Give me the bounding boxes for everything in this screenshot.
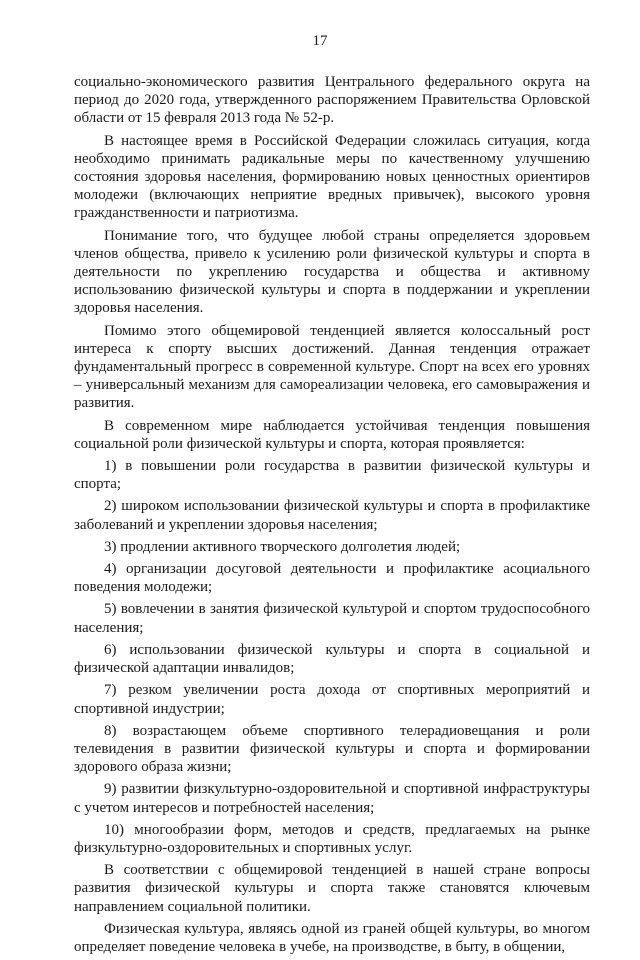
body-text (74, 73, 590, 960)
paragraph: В современном мире наблюдается устойчивая тенденция повышения социальной роли физической культуры и спорта, которая проявляется: (74, 417, 590, 452)
list-item: 5) вовлечении в занятия физической культурой и спортом трудоспособного населения; (74, 601, 590, 636)
list-item: 10) многообразии форм, методов и средств, предлагаемых на рынке физкультурно-оздоровительных и спортивных услуг. (74, 821, 590, 856)
list-item: 3) продлении активного творческого долголетия людей; (104, 538, 461, 555)
paragraph-continuation: социально-экономического развития Центрального федерального округа на период до 2020 года, утвержденного распоряжением Правительства Орловской области от 15 февраля 2013 года № 52-р. (74, 74, 590, 127)
list-item: 9) развитии физкультурно-оздоровительной и спортивной инфраструктуры с учетом интересов и потребностей населения; (74, 781, 590, 816)
list-item: 7) резком увеличении роста дохода от спортивных мероприятий и спортивной индустрии; (74, 682, 590, 717)
paragraph: В настоящее время в Российской Федерации сложилась ситуация, когда необходимо принимать радикальные меры по качественному улучшению состояния здоровья населения, формированию новых ценностных ориентиров молодежи (включающих неприятие вредных привычек), высокого уровня гражданственности и патриотизма. (74, 132, 590, 222)
list-item: 1) в повышении роли государства в развитии физической культуры и спорта; (74, 458, 590, 493)
paragraph: В соответствии с общемировой тенденцией в нашей стране вопросы развития физической культуры и спорта также становятся ключевым направлением социальной политики. (74, 862, 590, 915)
page-number: 17 (312, 33, 328, 49)
paragraph: Понимание того, что будущее любой страны определяется здоровьем членов общества, привело к усилению роли физической культуры и спорта в деятельности по укреплению государства и общества и активному использованию физической культуры и спорта в поддержании и укреплении здоровья населения. (74, 227, 590, 317)
list-item: 4) организации досуговой деятельности и профилактике асоциального поведения молодежи; (74, 561, 590, 596)
list-item: 2) широком использовании физической культуры и спорта в профилактике заболеваний и укреплении здоровья населения; (74, 498, 590, 533)
paragraph: Физическая культура, являясь одной из граней общей культуры, во многом определяет поведение человека в учебе, на производстве, в быту, в общении, (74, 920, 590, 955)
paragraph: Помимо этого общемировой тенденцией является колоссальный рост интереса к спорту высших достижений. Данная тенденция отражает фундаментальный прогресс в современной культуре. Спорт на всех его уровнях – универсальный механизм для самореализации человека, его самовыражения и развития. (74, 322, 590, 412)
list-item: 6) использовании физической культуры и спорта в социальной и физической адаптации инвалидов; (74, 641, 590, 677)
list-item: 8) возрастающем объеме спортивного телерадиовещания и роли телевидения в развитии физической культуры и спорта и формировании здорового образа жизни; (74, 722, 590, 776)
